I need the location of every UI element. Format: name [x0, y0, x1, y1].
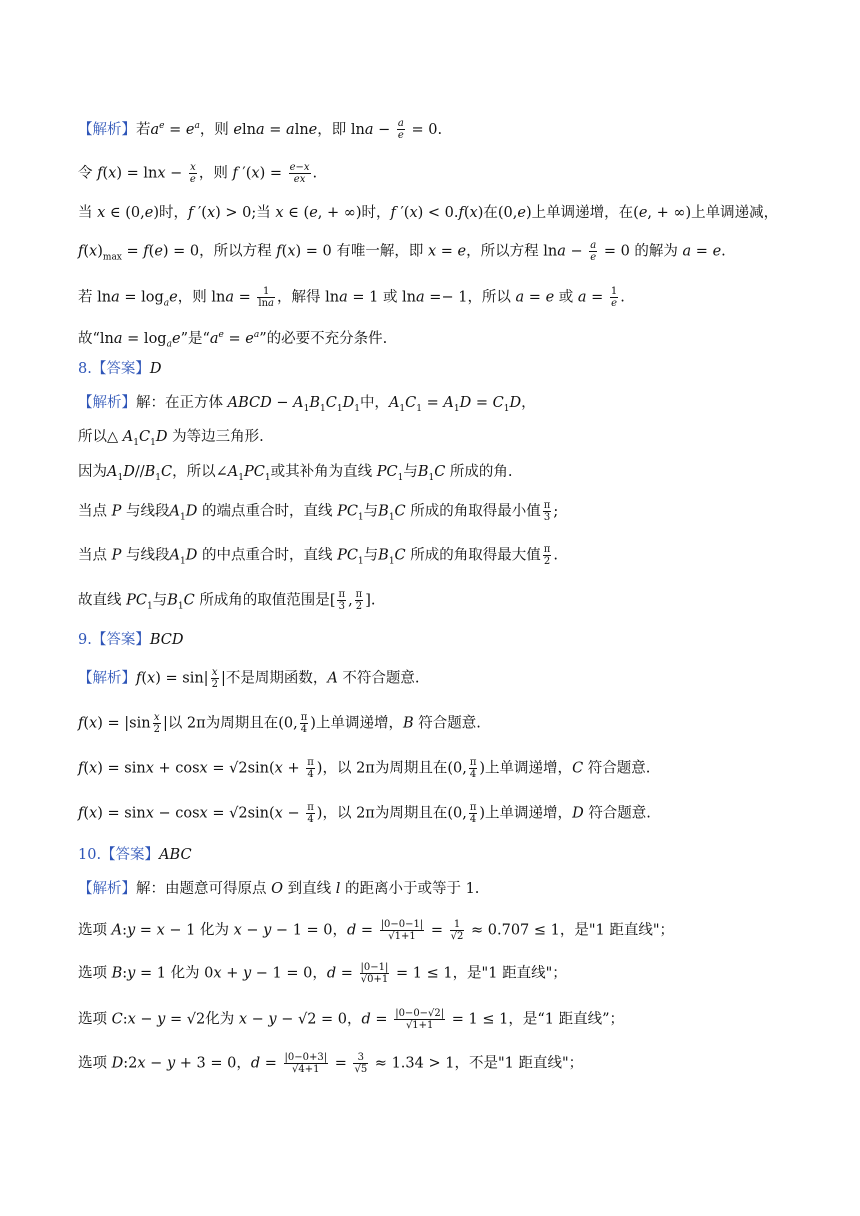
analysis-line-3: 当 x ∈ (0,e)时，f ′(x) > 0;当 x ∈ (e, + ∞)时，f ′(x) < 0.f(x)在(0,e)上单调递增，在(e, + ∞)上单调递减，	[78, 205, 779, 221]
q10-option-a: 选项 A:y = x − 1 化为 x − y − 1 = 0，d = $\frac{|0-0-1|}{√1+1}$ = $\frac{1}{√2}$ ≈ 0.707 ≤ 1，是"1 距直线"；	[78, 919, 675, 942]
analysis-line-2: 令 f(x) = lnx − $\frac{x}{e}$ ，则 f ′(x) = $\frac{e-x}{ex}$ .	[78, 162, 318, 185]
analysis-line-5: 若 $\ln a = \log_ae$，则 lna = $\frac{1}{\ln a}$ ，解得 lna = 1 或 lna =− 1，所以 a = e 或 a = $\frac{1}{e}$ .	[78, 286, 625, 309]
q8-line-3: 因为$A_1D//B_1C$，所以$\angle A_1PC_1$或其补角为直线 $PC_1$与$B_1C$ 所成的角.	[78, 464, 513, 483]
q10-line-1: 【解析】解：由题意可得原点 O 到直线 l 的距离小于或等于 1.	[78, 881, 480, 897]
q10-option-b: 选项 B:y = 1 化为 0x + y − 1 = 0，d = $\frac{|0-1|}{√0+1}$ = 1 ≤ 1，是"1 距直线"；	[78, 962, 567, 985]
q9-line-4: f(x) = sinx − cosx = √2sin(x − $\frac{\pi}{4}$ )，以 2π为周期且在(0, $\frac{\pi}{4}$ )上单调递增，D 符合题意.	[78, 802, 651, 825]
analysis-tag: 【解析】	[78, 121, 136, 138]
analysis-line-6: 故“$\ln a = \log_ae$”是“$a^e = e^a$”的必要不充分条件.	[78, 330, 388, 350]
q10-option-d: 选项 D:2x − y + 3 = 0，d = $\frac{|0-0+3|}{√4+1}$ = $\frac{3}{√5}$ ≈ 1.34 > 1，不是"1 距直线"；	[78, 1052, 584, 1075]
q8-line-6: 故直线 $PC_1$与$B_1C$ 所成角的取值范围是[ $\frac{\pi}{3}$ , $\frac{\pi}{2}$ ].	[78, 589, 376, 612]
q8-line-2: 所以△ $A_1C_1D$ 为等边三角形.	[78, 429, 264, 448]
q8-line-1: 【解析】解：在正方体 ABCD − $A_1B_1C_1D_1$中，$A_1C_1 = A_1D = C_1D$，	[78, 395, 536, 414]
analysis-line-1: 【解析】若$a^e = e^a$，则 elna = alne，即 lna − $\frac{a}{e}$ = 0.	[78, 118, 443, 142]
q9-line-3: f(x) = sinx + cosx = √2sin(x + $\frac{\pi}{4}$ )，以 2π为周期且在(0, $\frac{\pi}{4}$ )上单调递增，C 符合题意.	[78, 757, 651, 780]
q9-line-1: 【解析】f(x) = sin| $\frac{x}{2}$ |不是周期函数，A 不符合题意.	[78, 667, 420, 690]
q8-line-5: 当点 P 与线段$A_1D$ 的中点重合时，直线 $PC_1$与$B_1C$ 所成的角取得最大值 $\frac{\pi}{2}$ .	[78, 544, 558, 567]
q9-answer-line: 9.【答案】BCD	[78, 632, 184, 648]
analysis-line-4: $f(x)_{max} = f(e) = 0$，所以方程 f(x) = 0 有唯一解，即 x = e，所以方程 lna − $\frac{a}{e}$ = 0 的解为 a = e.	[78, 240, 726, 263]
q9-line-2: f(x) = |sin $\frac{x}{2}$ |以 2π为周期且在(0, $\frac{\pi}{4}$ )上单调递增，B 符合题意.	[78, 712, 481, 735]
q10-option-c: 选项 C:x − y = √2化为 x − y − √2 = 0，d = $\frac{|0-0-√2|}{√1+1}$ = 1 ≤ 1，是“1 距直线”；	[78, 1008, 625, 1031]
q8-answer-line: 8.【答案】D	[78, 361, 162, 377]
q10-answer-line: 10.【答案】ABC	[78, 847, 192, 863]
q8-line-4: 当点 P 与线段$A_1D$ 的端点重合时，直线 $PC_1$与$B_1C$ 所成的角取得最小值 $\frac{\pi}{3}$ ;	[78, 500, 559, 523]
